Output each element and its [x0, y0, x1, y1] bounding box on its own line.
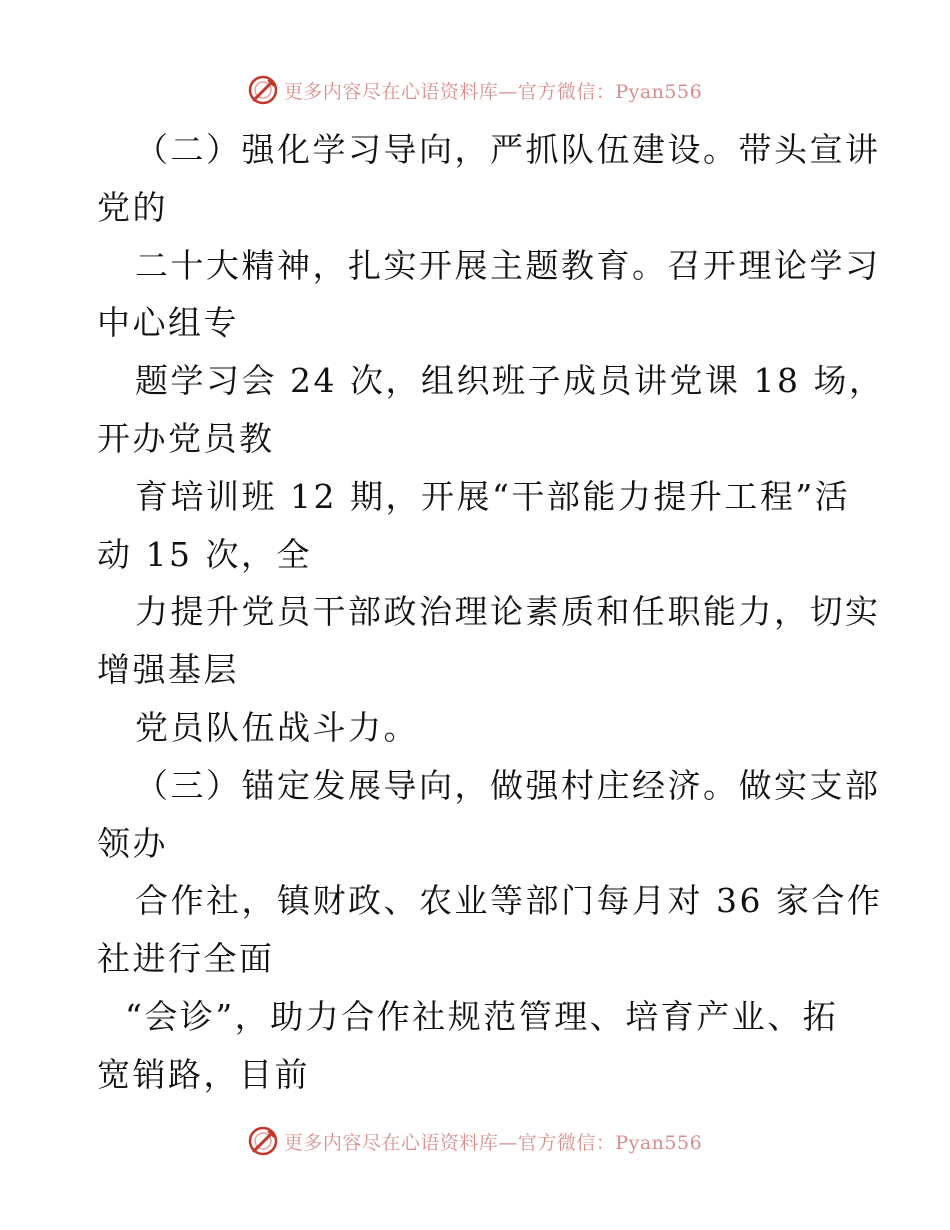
text-line: 领办	[97, 823, 168, 863]
text-line: （二）强化学习导向，严抓队伍建设。带头宣讲	[135, 130, 881, 169]
document-body	[97, 121, 885, 1104]
pen-circle-logo-icon	[248, 1126, 278, 1156]
text-line: 社进行全面	[97, 939, 275, 979]
text-line: 党的	[97, 187, 168, 227]
text-line: （三）锚定发展导向，做强村庄经济。做实支部	[135, 765, 881, 805]
text-line: 力提升党员干部政治理论素质和任职能力，切实	[135, 592, 881, 632]
text-line: 合作社，镇财政、农业等部门每月对 36 家合作	[135, 881, 883, 921]
footer-banner-text: 更多内容尽在心语资料库—官方微信：Pyan556	[283, 1131, 703, 1154]
pen-circle-logo-icon	[248, 75, 278, 105]
text-line: 党员队伍战斗力。	[135, 707, 419, 747]
text-line: 动 15 次，全	[97, 534, 312, 574]
text-line: 二十大精神，扎实开展主题教育。召开理论学习	[135, 245, 881, 285]
text-line: 题学习会 24 次，组织班子成员讲党课 18 场，	[135, 361, 885, 401]
text-line: 开办党员教	[97, 418, 275, 458]
text-line: 宽销路，目前	[97, 1054, 310, 1094]
header-banner-text: 更多内容尽在心语资料库—官方微信：Pyan556	[283, 80, 703, 103]
text-line: 增强基层	[97, 650, 239, 690]
text-line: 中心组专	[97, 303, 239, 343]
footer-banner	[0, 1121, 950, 1161]
header-banner	[0, 70, 950, 110]
text-line: “会诊”，助力合作社规范管理、培育产业、拓	[125, 996, 839, 1036]
text-line: 育培训班 12 期，开展“干部能力提升工程”活	[135, 476, 851, 516]
